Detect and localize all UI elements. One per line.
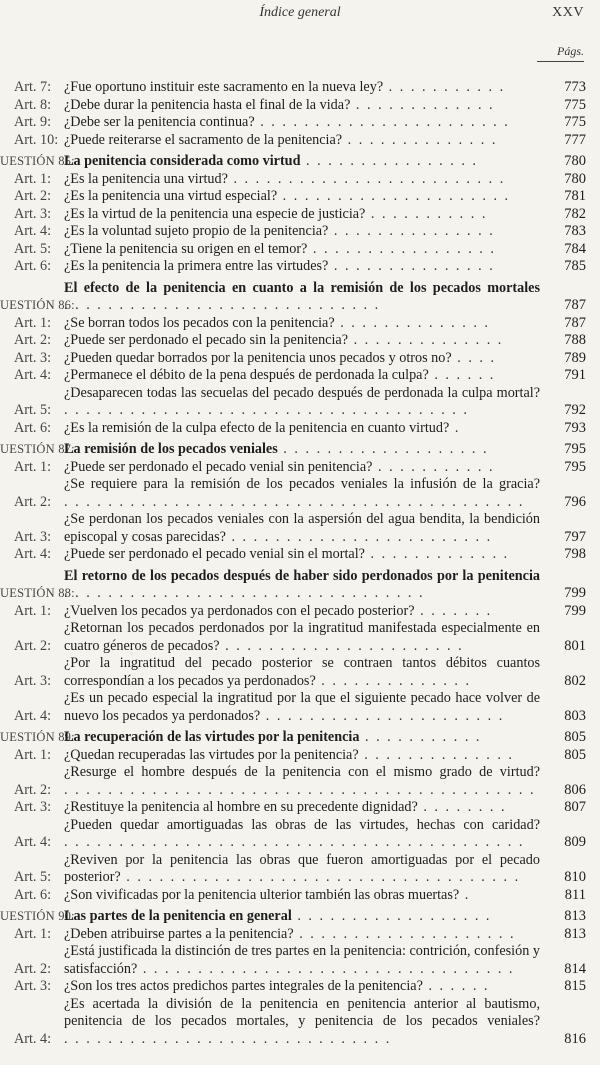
- entry-label: Art. 6:: [14, 419, 52, 436]
- entry-text: El retorno de los pecados después de haber sido perdonados por la penitencia: [64, 567, 540, 584]
- entry-page: 789: [564, 349, 586, 366]
- entry-title: [64, 908, 540, 926]
- entry-title: [64, 978, 540, 996]
- entry-title: [64, 817, 540, 852]
- dot-leader: . . . . . . . . . . . . .: [364, 546, 510, 562]
- entry-label: UESTIÓN 90:: [0, 909, 75, 923]
- entry-text: ¿Quedan recuperadas las virtudes por la penitencia?: [64, 746, 359, 763]
- entry-page: 792: [564, 402, 586, 418]
- entry-text: El efecto de la penitencia en cuanto a la remisión de los pecados mortales: [64, 279, 540, 296]
- dot-leader: . . . . . . . . . . . . . . . . . . . . . . . . .: [227, 170, 506, 187]
- toc-entry: [0, 852, 586, 887]
- entry-page: 787: [564, 314, 586, 331]
- dot-leader: . . . . . . . . . . . . . . . . . . . . . . . . . . . . . . . . . . . .: [120, 869, 521, 885]
- entry-label: Art. 2:: [14, 637, 52, 654]
- dot-leader: . . . . . . . . . . . . . . . . . . .: [277, 441, 489, 457]
- toc-entry: [0, 978, 586, 996]
- entry-page: 811: [564, 886, 586, 903]
- pages-column-label: Págs.: [537, 44, 584, 62]
- dot-leader: . . . . . . . . . . . . . . . . . . . . . . . . . . . . . . . . . . . . .: [64, 402, 469, 418]
- entry-page: 797: [564, 528, 586, 545]
- dot-leader: . . . . . . . .: [417, 799, 507, 815]
- entry-label: Art. 5:: [14, 402, 52, 418]
- entry-text: ¿Retornan los pecados perdonados por la ingratitud manifestada especialmente en cuatro géneros de pecados?: [64, 620, 540, 654]
- entry-text: ¿Es acertada la división de la penitencia en penitencia anterior al bautismo, penitencia de los pecados mortales, y penitencia de los pecados veniales?: [64, 995, 540, 1029]
- entry-title: [64, 367, 540, 385]
- dot-leader: . . . . . .: [422, 978, 490, 994]
- entry-text: ¿Fue oportuno instituir este sacramento en la nueva ley?: [64, 79, 384, 95]
- entry-label: Art. 8:: [14, 96, 52, 113]
- entry-label: Art. 4:: [14, 223, 52, 239]
- entry-title: [64, 603, 540, 621]
- toc-entry: [0, 132, 586, 150]
- entry-text: ¿Es la virtud de la penitencia una especie de justicia?: [64, 205, 366, 222]
- toc-entry: [0, 620, 586, 655]
- dot-leader: . . . . . . . . . . . . .: [350, 96, 495, 113]
- toc-entry: [0, 385, 586, 420]
- entry-page: 809: [564, 834, 586, 850]
- toc-entry: [0, 350, 586, 368]
- dot-leader: . . . . . . . . . . . . . . . . . . . . . . .: [254, 114, 510, 130]
- entry-page: 787: [564, 297, 586, 313]
- dot-leader: .: [449, 419, 461, 436]
- toc-entry: [0, 315, 586, 333]
- dot-leader: . . . . . . . . . . . . . . . . . . . . . . . . . . . . . . . . . . . . . . . . . .: [64, 493, 525, 510]
- entry-label: Art. 9:: [14, 114, 52, 130]
- entry-text: La recuperación de las virtudes por la penitencia: [64, 729, 360, 745]
- toc-entry: [0, 926, 586, 944]
- entry-title: [64, 459, 540, 477]
- entry-page: 805: [564, 729, 586, 745]
- entry-title: [64, 943, 540, 978]
- entry-text: ¿Pueden quedar borrados por la penitencia unos pecados y otros no?: [64, 349, 452, 366]
- entry-label: Art. 3:: [14, 349, 52, 366]
- entry-title: [64, 568, 540, 603]
- entry-text: ¿Se borran todos los pecados con la penitencia?: [64, 314, 335, 331]
- entry-label: Art. 10:: [14, 131, 59, 148]
- entry-text: ¿Es la penitencia una virtud especial?: [64, 188, 278, 204]
- dot-leader: . . . .: [451, 349, 497, 366]
- entry-page: 795: [564, 441, 586, 457]
- entry-text: La remisión de los pecados veniales: [64, 441, 278, 457]
- entry-text: ¿Puede ser perdonado el pecado sin la penitencia?: [64, 332, 349, 348]
- entry-page: 783: [564, 223, 586, 239]
- entry-text: ¿Es la remisión de la culpa efecto de la penitencia en cuanto virtud?: [64, 419, 450, 436]
- entry-label: UESTIÓN 86:: [0, 298, 75, 312]
- entry-text: ¿Debe durar la penitencia hasta el final de la vida?: [64, 96, 351, 113]
- dot-leader: . . . . . . . . . . .: [365, 205, 488, 222]
- entry-text: ¿Por la ingratitud del pecado posterior se contraen tantos débitos cuantos correspondían a los pecados ya perdonados?: [64, 655, 540, 689]
- entry-text: ¿Es la penitencia una virtud?: [64, 170, 228, 187]
- entry-title: [64, 206, 540, 224]
- dot-leader: . . . . . . . . . . . . . . . . . . . . . . . . . . . . . . . . .: [64, 585, 425, 601]
- entry-label: Art. 1:: [14, 602, 52, 619]
- entry-label: UESTIÓN 89:: [0, 730, 75, 744]
- dot-leader: . . . . . . . . . . . . . . . . . . . . . . . . . . . . . . . . . . . . . . . . . .: [64, 834, 525, 850]
- entry-title: [64, 764, 540, 799]
- entry-text: ¿Está justificada la distinción de tres partes en la penitencia: contrición, confesión y satisfacción?: [64, 943, 540, 977]
- entry-text: ¿Puede reiterarse el sacramento de la penitencia?: [64, 131, 343, 148]
- entry-page: 782: [564, 205, 586, 222]
- entry-text: ¿Debe ser la penitencia continua?: [64, 114, 255, 130]
- entry-text: ¿Vuelven los pecados ya perdonados con el pecado posterior?: [64, 602, 415, 619]
- dot-leader: . . . . . . . . . . .: [383, 79, 506, 95]
- dot-leader: . . . . . . .: [414, 602, 493, 619]
- page-number: XXV: [552, 5, 584, 20]
- dot-leader: . . . . . . . . . . . . . .: [315, 672, 472, 689]
- entry-page: 813: [564, 925, 586, 942]
- entry-label: Art. 4:: [14, 1030, 52, 1047]
- entry-label: Art. 3:: [14, 528, 52, 545]
- dot-leader: . . . . . . . . . . . . . . .: [328, 258, 495, 274]
- entry-title: [64, 332, 540, 350]
- entry-title: [64, 79, 540, 97]
- toc-entry: [0, 367, 586, 385]
- toc-entry: [0, 171, 586, 189]
- toc-entry: [0, 420, 586, 438]
- dot-leader: . . . . . . . . . . . . . . . .: [300, 153, 478, 169]
- entry-text: La penitencia considerada como virtud: [64, 153, 301, 169]
- entry-text: ¿Resurge el hombre después de la penitencia con el mismo grado de virtud?: [64, 764, 540, 780]
- entry-page: 805: [564, 746, 586, 763]
- toc-entry: [0, 241, 586, 259]
- entry-text: ¿Puede ser perdonado el pecado venial sin el mortal?: [64, 546, 365, 562]
- entry-title: [64, 223, 540, 241]
- toc-question: [0, 280, 586, 315]
- toc-question: [0, 908, 586, 926]
- entry-title: [64, 511, 540, 546]
- toc-entry: [0, 223, 586, 241]
- entry-title: [64, 114, 540, 132]
- entry-page: 785: [564, 258, 586, 274]
- entry-label: Art. 1:: [14, 746, 52, 763]
- dot-leader: . . . . . . . . . . . . . . . . . . . . . . . . . . . . .: [64, 297, 381, 313]
- entry-label: Art. 6:: [14, 258, 52, 274]
- entry-title: [64, 132, 540, 150]
- entry-title: [64, 996, 540, 1049]
- dot-leader: . . . . . . . . . . . . . .: [348, 332, 504, 348]
- entry-page: 781: [564, 188, 586, 204]
- entry-page: 773: [564, 79, 586, 95]
- entry-title: [64, 655, 540, 690]
- entry-label: Art. 2:: [14, 781, 52, 798]
- entry-page: 775: [564, 114, 586, 130]
- entry-title: [64, 620, 540, 655]
- entry-label: Art. 2:: [14, 493, 52, 510]
- entry-text: ¿Desaparecen todas las secuelas del pecado después de perdonada la culpa mortal?: [64, 384, 540, 401]
- dot-leader: . . . . . . . . . . . . . . . . . . . . .: [277, 188, 511, 204]
- dot-leader: . . . . . . . . . . .: [372, 458, 495, 475]
- entry-label: Art. 3:: [14, 978, 52, 994]
- dot-leader: . . . . . . . . . . . . . .: [342, 131, 498, 148]
- entry-page: 795: [564, 458, 586, 475]
- entry-page: 775: [564, 96, 586, 113]
- entry-label: Art. 1:: [14, 458, 52, 475]
- entry-title: [64, 315, 540, 333]
- toc-question: [0, 729, 586, 747]
- entry-page: 798: [564, 546, 586, 562]
- entry-page: 801: [564, 637, 586, 654]
- dot-leader: . . . . . . . . . . . . . . . . . . . . . .: [260, 707, 505, 724]
- entry-label: Art. 3:: [14, 799, 52, 815]
- entry-title: [64, 729, 540, 747]
- entry-title: [64, 441, 540, 459]
- entry-page: 796: [564, 493, 586, 510]
- table-of-contents: [0, 79, 586, 1048]
- entry-title: [64, 258, 540, 276]
- toc-entry: [0, 747, 586, 765]
- toc-entry: [0, 655, 586, 690]
- entry-title: [64, 476, 540, 511]
- dot-leader: . . . . . . . . . . . . . . . . . . . . . . . . . . . . . . . . . . . . . . . . . . .: [64, 781, 536, 798]
- entry-page: 788: [564, 332, 586, 348]
- entry-text: ¿Son los tres actos predichos partes integrales de la penitencia?: [64, 978, 423, 994]
- dot-leader: . . . . . . . . . . . . . .: [334, 314, 490, 331]
- entry-label: Art. 2:: [14, 188, 52, 204]
- entry-page: 814: [564, 960, 586, 977]
- entry-text: ¿Se perdonan los pecados veniales con la aspersión del agua bendita, la bendición episcopal y cosas parecidas?: [64, 511, 540, 545]
- entry-text: ¿Se requiere para la remisión de los pecados veniales la infusión de la gracia?: [64, 476, 540, 492]
- toc-question: [0, 153, 586, 171]
- toc-entry: [0, 546, 586, 564]
- entry-label: Art. 2:: [14, 332, 52, 348]
- entry-label: UESTIÓN 85:: [0, 154, 75, 168]
- toc-entry: [0, 79, 586, 97]
- entry-text: ¿Permanece el débito de la pena después de perdonada la culpa?: [64, 367, 429, 383]
- entry-text: ¿Es la voluntad sujeto propio de la penitencia?: [64, 223, 329, 239]
- entry-text: ¿Puede ser perdonado el pecado venial sin penitencia?: [64, 458, 373, 475]
- entry-page: 815: [564, 978, 586, 994]
- entry-text: Las partes de la penitencia en general: [64, 908, 292, 924]
- dot-leader: . . . . . . . . . . . . . . . . . . . . . . . .: [225, 528, 493, 545]
- dot-leader: . . . . . . . . . . . . . . . . . . . . . . . . . . . . . . . . . .: [137, 960, 515, 977]
- toc-entry: [0, 114, 586, 132]
- dot-leader: . . . . . . . . . . . . . . . . . .: [291, 908, 492, 924]
- entry-text: ¿Reviven por la penitencia las obras que fueron amortiguadas por el pecado posterior?: [64, 851, 540, 885]
- dot-leader: . . . . . . . . . . . . . . .: [328, 223, 495, 239]
- toc-entry: [0, 206, 586, 224]
- entry-label: Art. 3:: [14, 205, 52, 222]
- entry-title: [64, 385, 540, 420]
- entry-text: ¿Restituye la penitencia al hombre en su precedente dignidad?: [64, 799, 418, 815]
- entry-page: 780: [564, 170, 586, 187]
- entry-page: 777: [564, 131, 586, 148]
- entry-label: Art. 6:: [14, 886, 52, 903]
- entry-title: [64, 420, 540, 438]
- toc-entry: [0, 97, 586, 115]
- entry-label: Art. 7:: [14, 79, 52, 95]
- entry-label: Art. 4:: [14, 707, 52, 724]
- entry-label: UESTIÓN 88:: [0, 586, 75, 600]
- entry-label: UESTIÓN 87:: [0, 442, 75, 456]
- toc-question: [0, 568, 586, 603]
- entry-page: 799: [564, 585, 586, 601]
- entry-title: [64, 546, 540, 564]
- entry-title: [64, 188, 540, 206]
- toc-entry: [0, 799, 586, 817]
- entry-title: [64, 926, 540, 944]
- entry-page: 780: [564, 153, 586, 169]
- toc-entry: [0, 764, 586, 799]
- toc-entry: [0, 459, 586, 477]
- toc-entry: [0, 887, 586, 905]
- dot-leader: . . . . . .: [428, 367, 496, 383]
- entry-page: 803: [564, 707, 586, 724]
- entry-title: [64, 153, 540, 171]
- entry-page: 791: [564, 367, 586, 383]
- running-header-title: Índice general: [259, 5, 341, 20]
- dot-leader: . . . . . . . . . . . . . . . . .: [307, 240, 496, 257]
- entry-text: ¿Deben atribuirse partes a la penitencia?: [64, 925, 294, 942]
- entry-title: [64, 799, 540, 817]
- entry-label: Art. 5:: [14, 869, 52, 885]
- entry-label: Art. 4:: [14, 367, 52, 383]
- entry-label: Art. 2:: [14, 960, 52, 977]
- entry-page: 806: [564, 781, 586, 798]
- entry-page: 810: [564, 869, 586, 885]
- entry-title: [64, 241, 540, 259]
- dot-leader: . . . . . . . . . . . . . . . . . . . . . .: [219, 637, 464, 654]
- toc-entry: [0, 511, 586, 546]
- entry-text: ¿Es la penitencia la primera entre las virtudes?: [64, 258, 329, 274]
- entry-title: [64, 280, 540, 315]
- entry-title: [64, 887, 540, 905]
- entry-text: ¿Pueden quedar amortiguadas las obras de las virtudes, hechas con caridad?: [64, 816, 540, 833]
- entry-label: Art. 3:: [14, 672, 52, 689]
- toc-entry: [0, 817, 586, 852]
- dot-leader: . . . . . . . . . . . . . .: [358, 746, 514, 763]
- entry-page: 813: [564, 908, 586, 924]
- entry-page: 784: [564, 240, 586, 257]
- dot-leader: . . . . . . . . . . . . . . . . . . . . . . . . . . . . . .: [64, 1030, 392, 1047]
- toc-question: [0, 441, 586, 459]
- toc-entry: [0, 332, 586, 350]
- toc-entry: [0, 603, 586, 621]
- toc-entry: [0, 476, 586, 511]
- entry-label: Art. 1:: [14, 314, 52, 331]
- dot-leader: .: [459, 886, 471, 903]
- entry-label: Art. 4:: [14, 546, 52, 562]
- entry-text: ¿Tiene la penitencia su origen en el temor?: [64, 240, 308, 257]
- entry-title: [64, 171, 540, 189]
- entry-page: 799: [564, 602, 586, 619]
- entry-page: 793: [564, 419, 586, 436]
- entry-text: ¿Son vivificadas por la penitencia ulterior también las obras muertas?: [64, 886, 460, 903]
- entry-label: Art. 5:: [14, 240, 52, 257]
- entry-title: [64, 690, 540, 725]
- dot-leader: . . . . . . . . . . .: [359, 729, 482, 745]
- entry-page: 807: [564, 799, 586, 815]
- toc-entry: [0, 188, 586, 206]
- entry-page: 802: [564, 672, 586, 689]
- toc-entry: [0, 690, 586, 725]
- toc-entry: [0, 258, 586, 276]
- toc-entry: [0, 996, 586, 1049]
- dot-leader: . . . . . . . . . . . . . . . . . . . .: [293, 925, 516, 942]
- entry-title: [64, 852, 540, 887]
- entry-label: Art. 1:: [14, 925, 52, 942]
- entry-label: Art. 1:: [14, 170, 52, 187]
- entry-title: [64, 350, 540, 368]
- entry-text: ¿Es un pecado especial la ingratitud por la que el siguiente pecado hace volver de nuevo los pecados ya perdonados?: [64, 690, 540, 724]
- entry-title: [64, 747, 540, 765]
- toc-entry: [0, 943, 586, 978]
- entry-page: 816: [564, 1030, 586, 1047]
- entry-title: [64, 97, 540, 115]
- entry-label: Art. 4:: [14, 834, 52, 850]
